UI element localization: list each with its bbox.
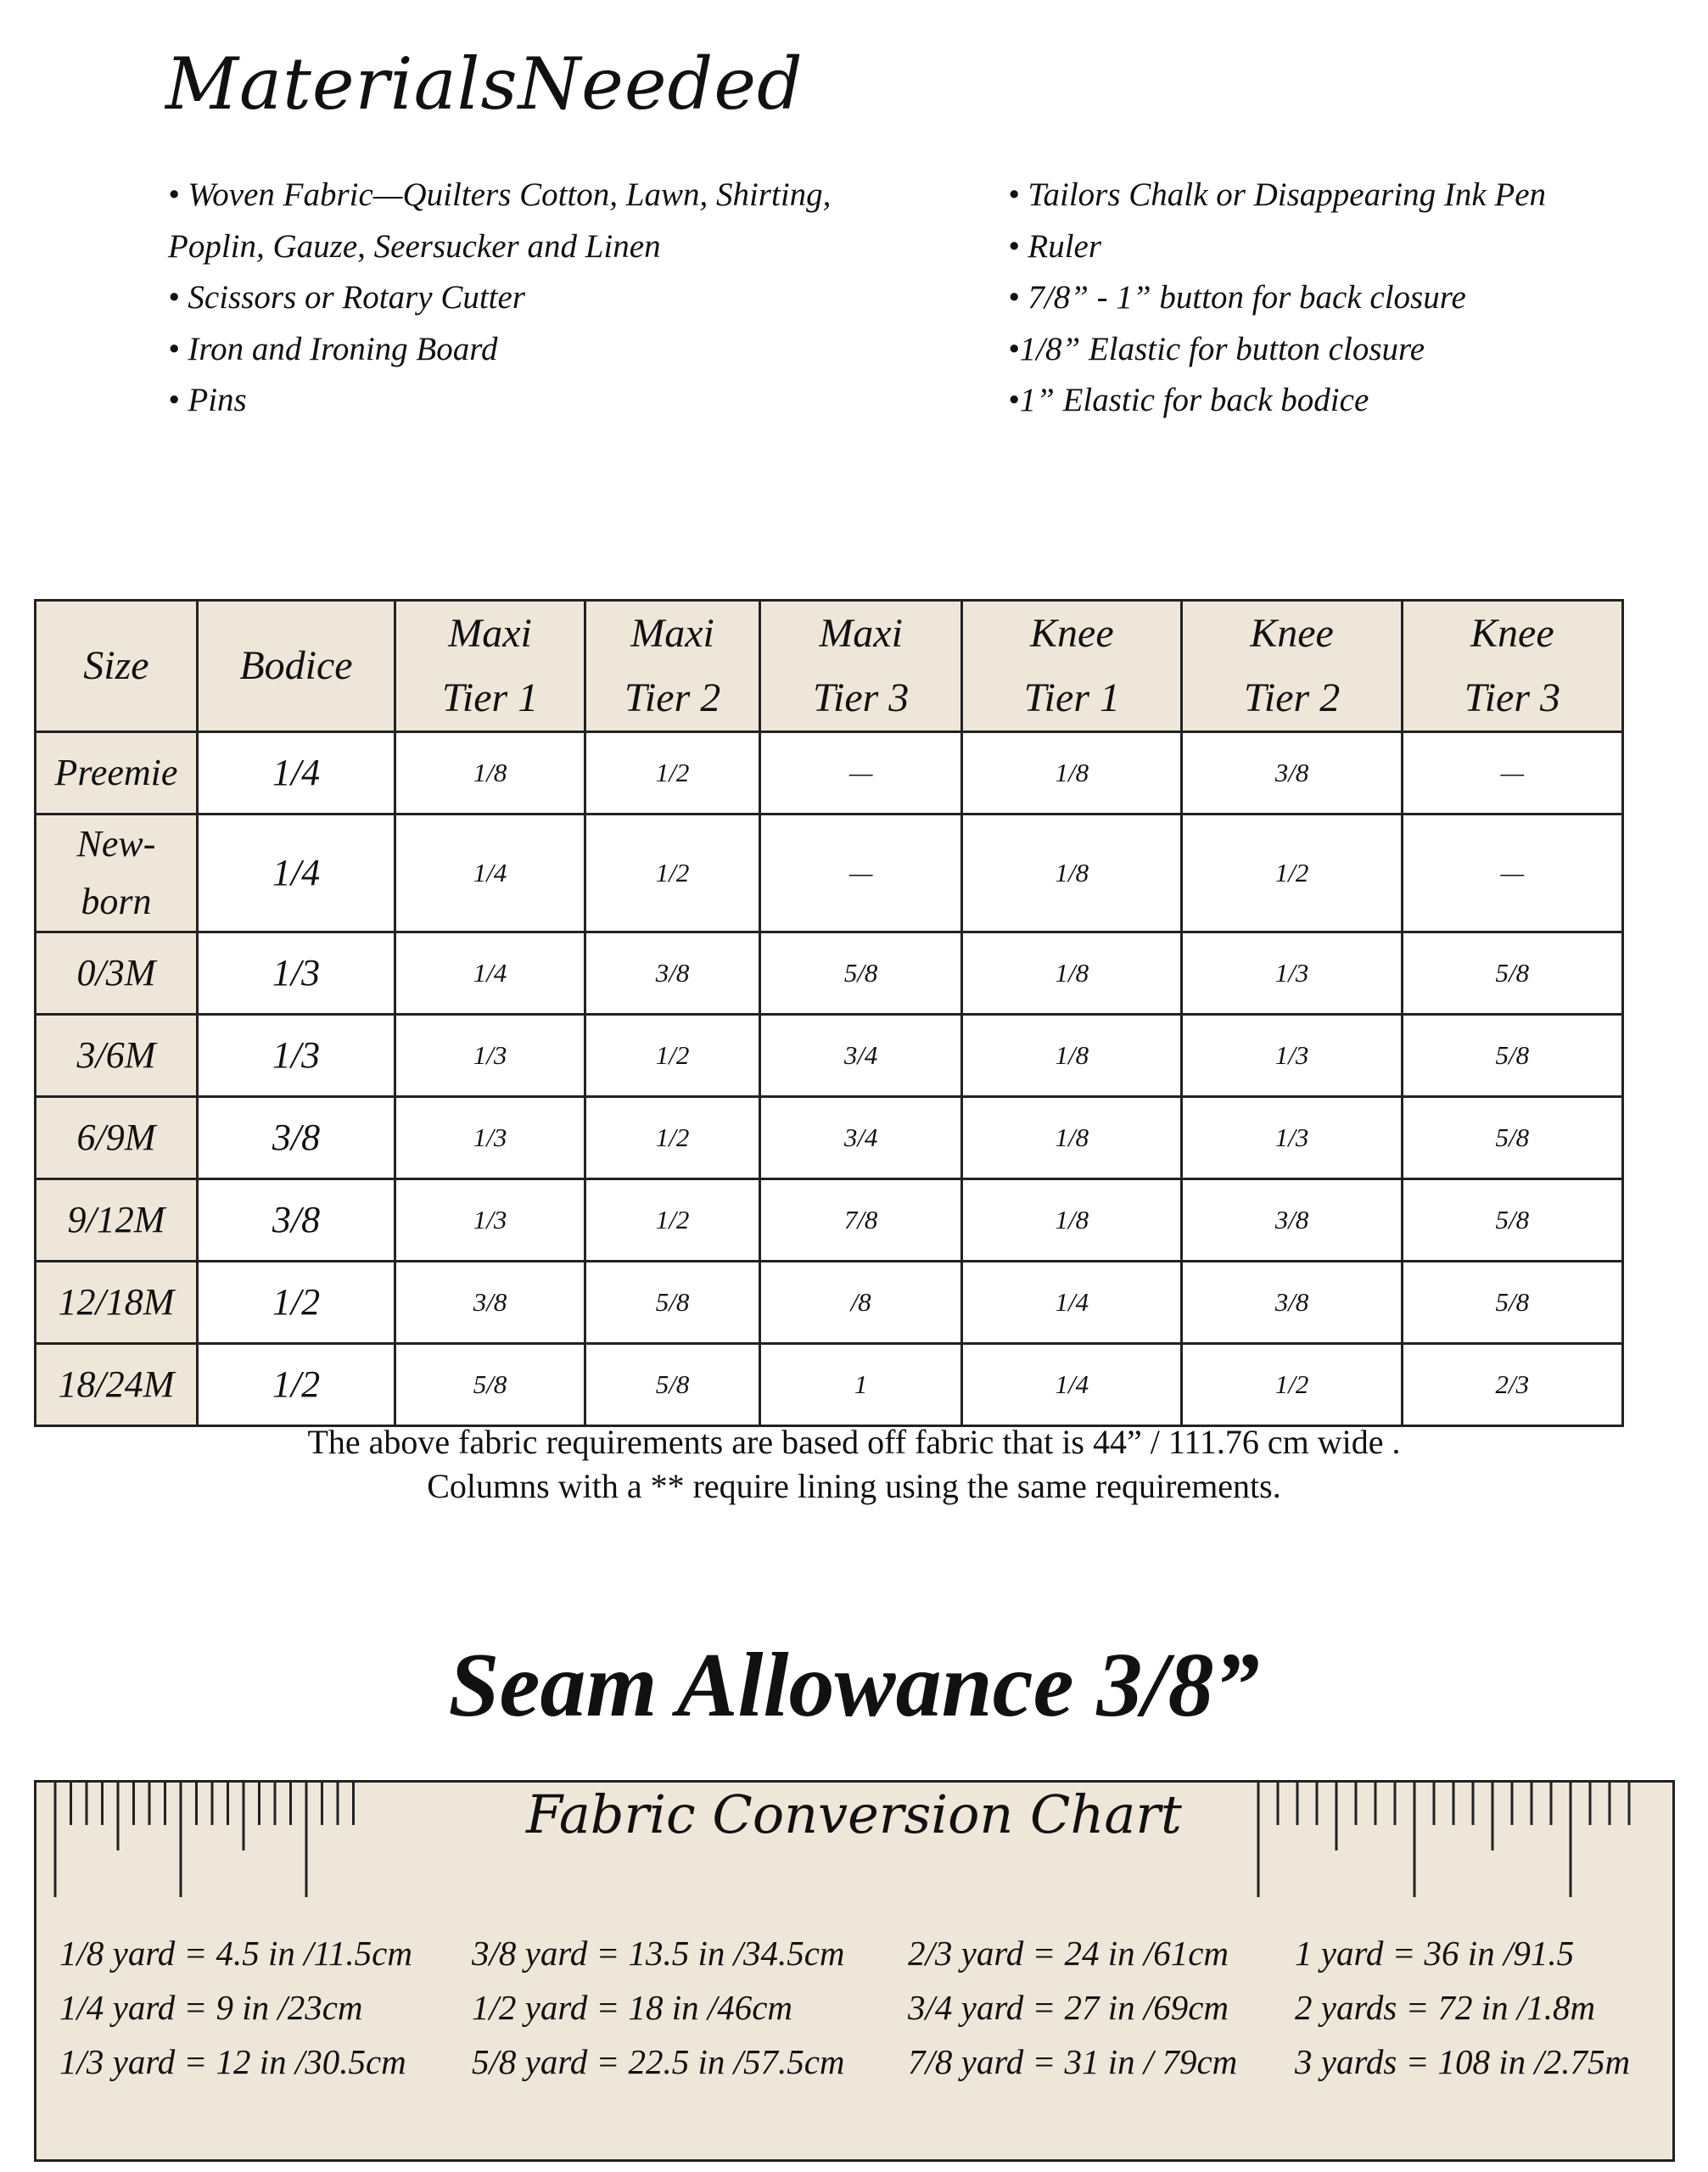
bodice-cell: 1/4 [197, 814, 395, 932]
size-cell [36, 1097, 198, 1179]
bodice-cell: 1/4 [197, 732, 395, 814]
size-cell [36, 1262, 198, 1344]
yardage-cell: 1/3 [1182, 932, 1402, 1015]
yardage-cell: — [1402, 814, 1622, 932]
size-cell [36, 1015, 198, 1097]
table-row [36, 1179, 1623, 1262]
size-label: 3/6M [76, 1034, 156, 1076]
material-item: • Iron and Ironing Board [168, 330, 498, 367]
bodice-cell: 1/3 [197, 1015, 395, 1097]
bodice-cell: 3/8 [197, 1179, 395, 1262]
bodice-cell: 3/8 [197, 1097, 395, 1179]
column-header [36, 601, 198, 732]
yardage-cell: 1/2 [1182, 814, 1402, 932]
yardage-cell: 5/8 [585, 1262, 760, 1344]
yardage-cell: 1/2 [585, 1097, 760, 1179]
yardage-cell: 3/8 [585, 932, 760, 1015]
column-header-line: Knee [1030, 611, 1114, 656]
column-header-line: Maxi [819, 611, 903, 656]
yardage-cell: 1/2 [585, 732, 760, 814]
conversion-column [59, 1926, 412, 2089]
yardage-cell: 1/4 [962, 1262, 1182, 1344]
yardage-cell: 3/8 [1182, 1262, 1402, 1344]
column-header-line: Maxi [630, 611, 714, 656]
yardage-cell: 5/8 [1402, 932, 1622, 1015]
table-row [36, 1015, 1623, 1097]
yardage-cell: — [760, 814, 962, 932]
column-header [1402, 601, 1622, 732]
conversion-entry: 2 yards = 72 in /1.8m [1295, 1988, 1596, 2027]
size-label: born [81, 881, 152, 922]
fabric-note-width: The above fabric requirements are based off fabric that is 44” / 111.76 cm wide . [307, 1423, 1401, 1461]
yardage-cell: 2/3 [1402, 1344, 1622, 1426]
material-item: • Tailors Chalk or Disappearing Ink Pen [1008, 176, 1547, 213]
table-row [36, 932, 1623, 1015]
conversion-entry: 5/8 yard = 22.5 in /57.5cm [472, 2042, 845, 2081]
yardage-cell: 1/8 [962, 932, 1182, 1015]
yardage-cell: 5/8 [1402, 1262, 1622, 1344]
yardage-cell: 7/8 [760, 1179, 962, 1262]
size-label: 12/18M [58, 1281, 175, 1323]
yardage-cell: 1/3 [395, 1097, 585, 1179]
material-item: • Woven Fabric—Quilters Cotton, Lawn, Shirting, [168, 176, 832, 213]
yardage-cell: 5/8 [1402, 1097, 1622, 1179]
material-item: • Scissors or Rotary Cutter [168, 279, 526, 316]
material-item: • 7/8” - 1” button for back closure [1008, 279, 1466, 316]
table-row [36, 1344, 1623, 1426]
table-body [36, 732, 1623, 1426]
size-label: New- [76, 823, 156, 865]
column-header-line: Tier 1 [441, 675, 539, 720]
size-label: Preemie [54, 752, 178, 793]
yardage-cell: — [760, 732, 962, 814]
column-header [585, 601, 760, 732]
yardage-cell: 3/8 [1182, 732, 1402, 814]
fabric-note-lining: Columns with a ** require lining using the same requirements. [427, 1467, 1281, 1505]
yardage-cell: 1/2 [585, 1179, 760, 1262]
conversion-entry: 1/8 yard = 4.5 in /11.5cm [59, 1934, 412, 1973]
size-cell [36, 814, 198, 932]
table-row [36, 732, 1623, 814]
yardage-cell: 3/4 [760, 1015, 962, 1097]
bodice-cell: 1/3 [197, 932, 395, 1015]
table-row [36, 814, 1623, 932]
column-header-line: Size [83, 643, 149, 688]
fabric-requirements-table [34, 599, 1624, 1427]
materials-title: MaterialsNeeded [165, 42, 804, 126]
conversion-entry: 1/3 yard = 12 in /30.5cm [59, 2042, 406, 2081]
size-cell [36, 1179, 198, 1262]
yardage-cell: 1/2 [585, 814, 760, 932]
yardage-cell: 1/8 [962, 732, 1182, 814]
materials-list-right [1008, 170, 1670, 427]
yardage-cell: 1/3 [395, 1015, 585, 1097]
yardage-cell: 5/8 [585, 1344, 760, 1426]
column-header [760, 601, 962, 732]
column-header [395, 601, 585, 732]
size-cell [36, 1344, 198, 1426]
yardage-cell: 1/8 [395, 732, 585, 814]
column-header [1182, 601, 1402, 732]
table-header-row [36, 601, 1623, 732]
size-cell [36, 932, 198, 1015]
yardage-cell: — [1402, 732, 1622, 814]
yardage-cell: 1/3 [1182, 1097, 1402, 1179]
material-item: •1” Elastic for back bodice [1008, 382, 1369, 418]
size-label: 6/9M [76, 1117, 156, 1158]
yardage-cell: 5/8 [395, 1344, 585, 1426]
column-header-line: Knee [1250, 611, 1334, 656]
conversion-entry: 3/4 yard = 27 in /69cm [908, 1988, 1229, 2027]
yardage-cell: 3/8 [1182, 1179, 1402, 1262]
conversion-column [1295, 1926, 1630, 2089]
column-header-line: Tier 2 [624, 675, 721, 720]
size-label: 18/24M [58, 1363, 175, 1405]
conversion-entry: 1 yard = 36 in /91.5 [1295, 1934, 1575, 1973]
table-row [36, 1262, 1623, 1344]
column-header-line: Tier 2 [1243, 675, 1341, 720]
material-item: • Pins [168, 382, 247, 418]
yardage-cell: 1/2 [1182, 1344, 1402, 1426]
yardage-cell: 1/3 [395, 1179, 585, 1262]
size-label: 9/12M [67, 1199, 165, 1240]
yardage-cell: 5/8 [760, 932, 962, 1015]
yardage-cell: 1/8 [962, 1179, 1182, 1262]
materials-list-left [168, 170, 949, 427]
yardage-cell: 1/4 [395, 814, 585, 932]
material-item: • Ruler [1008, 227, 1102, 265]
size-cell [36, 732, 198, 814]
column-header-line: Tier 3 [1464, 675, 1561, 720]
column-header-line: Maxi [448, 611, 532, 656]
yardage-cell: 1/8 [962, 1015, 1182, 1097]
conversion-chart-title: Fabric Conversion Chart [526, 1783, 1182, 1845]
column-header-line: Knee [1470, 611, 1554, 656]
conversion-entry: 3 yards = 108 in /2.75m [1295, 2042, 1631, 2081]
column-header [197, 601, 395, 732]
yardage-cell: 5/8 [1402, 1015, 1622, 1097]
column-header-line: Bodice [239, 643, 353, 688]
bodice-cell: 1/2 [197, 1262, 395, 1344]
yardage-cell: 5/8 [1402, 1179, 1622, 1262]
size-label: 0/3M [76, 952, 156, 994]
conversion-column [908, 1926, 1237, 2089]
yardage-cell: /8 [760, 1262, 962, 1344]
conversion-entry: 2/3 yard = 24 in /61cm [908, 1934, 1229, 1973]
column-header [962, 601, 1182, 732]
table-row [36, 1097, 1623, 1179]
yardage-cell: 1 [760, 1344, 962, 1426]
conversion-entry: 7/8 yard = 31 in / 79cm [908, 2042, 1238, 2081]
yardage-cell: 1/4 [962, 1344, 1182, 1426]
yardage-cell: 1/3 [1182, 1015, 1402, 1097]
material-item: •1/8” Elastic for button closure [1008, 330, 1425, 367]
seam-allowance-heading: Seam Allowance 3/8” [448, 1635, 1260, 1736]
column-header-line: Tier 1 [1023, 675, 1120, 720]
bodice-cell: 1/2 [197, 1344, 395, 1426]
yardage-cell: 3/8 [395, 1262, 585, 1344]
yardage-cell: 1/8 [962, 1097, 1182, 1179]
yardage-cell: 1/2 [585, 1015, 760, 1097]
column-header-line: Tier 3 [812, 675, 910, 720]
material-item: Poplin, Gauze, Seersucker and Linen [168, 227, 661, 265]
yardage-cell: 1/8 [962, 814, 1182, 932]
conversion-column [472, 1926, 845, 2089]
conversion-entry: 1/4 yard = 9 in /23cm [59, 1988, 363, 2027]
yardage-cell: 3/4 [760, 1097, 962, 1179]
conversion-entry: 3/8 yard = 13.5 in /34.5cm [472, 1934, 845, 1973]
yardage-cell: 1/4 [395, 932, 585, 1015]
conversion-entry: 1/2 yard = 18 in /46cm [472, 1988, 793, 2027]
